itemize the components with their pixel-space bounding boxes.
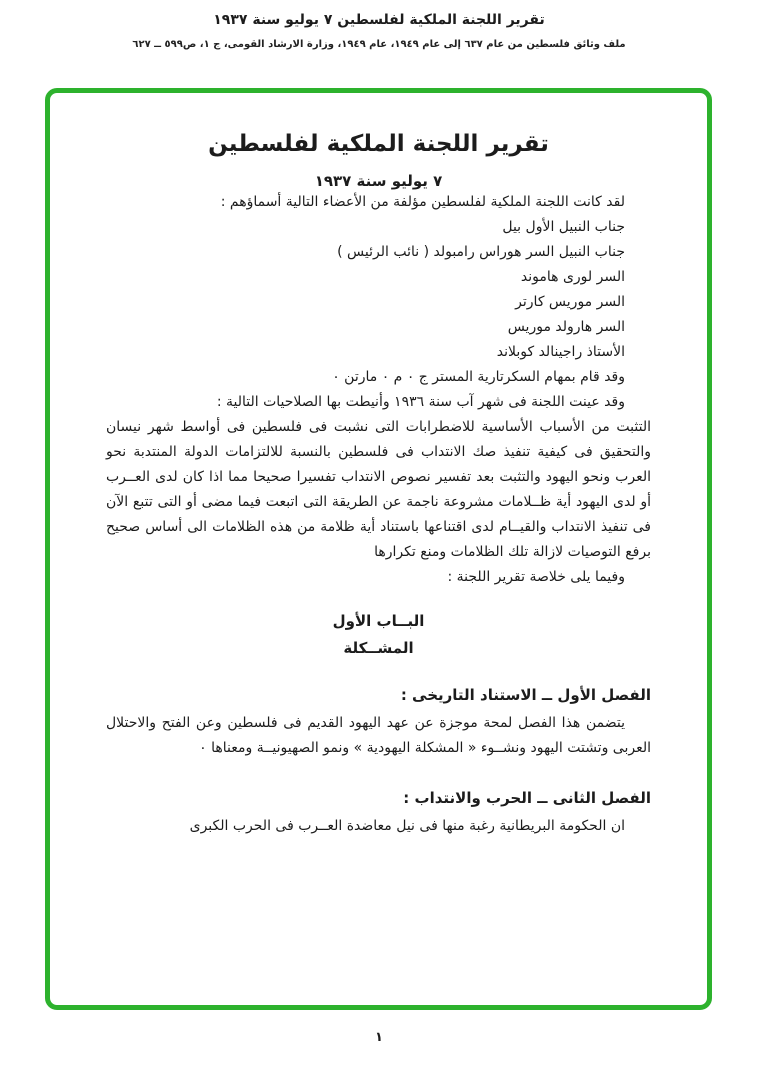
page-footer <box>0 1026 758 1045</box>
member-name: جناب النبيل الأول بيل <box>502 219 625 235</box>
page-header <box>0 0 758 50</box>
chapter-one-text: يتضمن هذا الفصل لمحة موجزة عن عهد اليهود القديم فى فلسطين وعن الفتح والاحتلال العربى وتشتت اليهود ونشــوء « المشكلة اليهودية » ونمو الصهيونيــة ومعناها ٠ <box>106 715 651 756</box>
page-number: ١ <box>375 1030 383 1045</box>
member-name: الأستاذ راجينالد كوبلاند <box>496 344 625 360</box>
secretary-line: وقد قام بمهام السكرتارية المستر ج ٠ م ٠ مارتن ٠ <box>332 369 625 385</box>
member-name: جناب النبيل السر هوراس رامبولد ( نائب الرئيس ) <box>337 244 625 260</box>
chapter-two-text: ان الحكومة البريطانية رغبة منها فى نيل معاضدة العــرب فى الحرب الكبرى <box>189 818 625 834</box>
mandate-terms-paragraph: التثبت من الأسباب الأساسية للاضطرابات التى نشبت فى فلسطين فى أواسط شهر نيسان والتحقيق فى كيفية تنفيذ صك الانتداب فى فلسطين بالنسبة للالتزامات الدولة المنتدبة نحو العرب ونحو اليهود والتثبت بعد تفسير نصوص الانتداب تفسيرا صحيحا مما اذا كان لدى العــرب أو لدى اليهود أية ظــلامات مشروعة ناجمة عن الطريقة التى اتبعت فيما مضى أو التى تتبع الآن فى تنفيذ الانتداب والقيــام لدى اقتناعها باستناد أية ظلامة من هذه الظلامات الى أساس صحيح برفع التوصيات لازالة تلك الظلامات ومنع تكرارها <box>106 419 651 560</box>
document-border-frame <box>45 88 712 1010</box>
member-name: السر موريس كارتر <box>515 294 625 310</box>
document-date-subtitle: ٧ يوليو سنة ١٩٣٧ <box>314 172 443 190</box>
header-title: تقرير اللجنة الملكية لفلسطين ٧ يوليو سنة ١٩٣٧ <box>213 12 545 28</box>
document-title: تقرير اللجنة الملكية لفلسطين <box>208 131 549 157</box>
chapter-two-heading: الفصل الثانى ــ الحرب والانتداب : <box>403 789 651 807</box>
chapter-one-heading: الفصل الأول ــ الاستناد التاريخى : <box>400 686 651 704</box>
summary-intro-line: وفيما يلى خلاصة تقرير اللجنة : <box>447 569 625 585</box>
intro-paragraph: لقد كانت اللجنة الملكية لفلسطين مؤلفة من الأعضاء التالية أسماؤهم : <box>220 194 625 210</box>
part-one-subtitle: المشــكلة <box>343 639 414 657</box>
header-source-citation: ملف وثائق فلسطين من عام ٦٣٧ إلى عام ١٩٤٩، عام ١٩٤٩، وزارة الارشاد القومى، ج ١، ص٥٩٩ ــ ٦٢٧ <box>132 39 626 50</box>
part-one-title: البــاب الأول <box>332 612 425 630</box>
appointment-line: وقد عينت اللجنة فى شهر آب سنة ١٩٣٦ وأنيطت بها الصلاحيات التالية : <box>216 394 625 410</box>
members-list <box>106 215 651 365</box>
member-name: السر هارولد موريس <box>507 319 625 335</box>
member-name: السر لورى هاموند <box>520 269 625 285</box>
